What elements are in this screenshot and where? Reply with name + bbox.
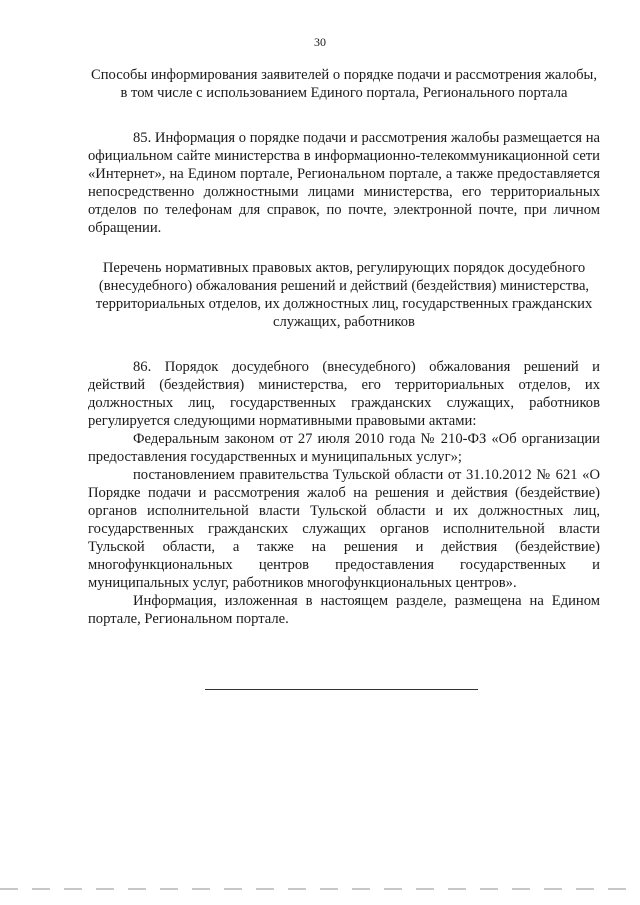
paragraph-86: 86. Порядок досудебного (внесудебного) обжалования решений и действий (бездействия) министерства, его территориальных отделов, их должностных лиц, государственных гражданских служащих, работников регулируется следующими нормативными правовыми актами: — [88, 359, 600, 429]
regional-resolution-item: постановлением правительства Тульской области от 31.10.2012 № 621 «О Порядке подачи и рассмотрения жалоб на решения и действия (бездействие) органов исполнительной власти Тульской области и их должностных лиц, государственных гражданских служащих органов исполнительной власти Тульской области, а также на решения и действия (бездействие) многофункциональных центров предоставления государственных и муниципальных услуг, работников многофункциональных центров». — [88, 467, 600, 591]
scan-artifact-line — [0, 888, 640, 890]
section-heading-informing: Способы информирования заявителей о порядке подачи и рассмотрения жалобы, в том числе с использованием Единого портала, Регионального портала — [91, 67, 597, 101]
closing-note: Информация, изложенная в настоящем разделе, размещена на Едином портале, Региональном портале. — [88, 593, 600, 627]
document-body — [88, 66, 600, 628]
paragraph-85: 85. Информация о порядке подачи и рассмотрения жалобы размещается на официальном сайте министерства в информационно-телекоммуникационной сети «Интернет», на Едином портале, Региональном портале, а также предоставляется непосредственно должностными лицами министерства, его территориальных отделов по телефонам для справок, по почте, электронной почте, при личном обращении. — [88, 130, 600, 236]
federal-law-item: Федеральным законом от 27 июля 2010 года № 210-ФЗ «Об организации предоставления государственных и муниципальных услуг»; — [88, 431, 600, 465]
section-heading-regulations: Перечень нормативных правовых актов, регулирующих порядок досудебного (внесудебного) обжалования решений и действий (бездействия) министерства, территориальных отделов, их должностных лиц, государственных гражданских служащих, работников — [95, 260, 593, 330]
page-number: 30 — [314, 35, 326, 49]
end-of-section-rule — [205, 689, 478, 690]
